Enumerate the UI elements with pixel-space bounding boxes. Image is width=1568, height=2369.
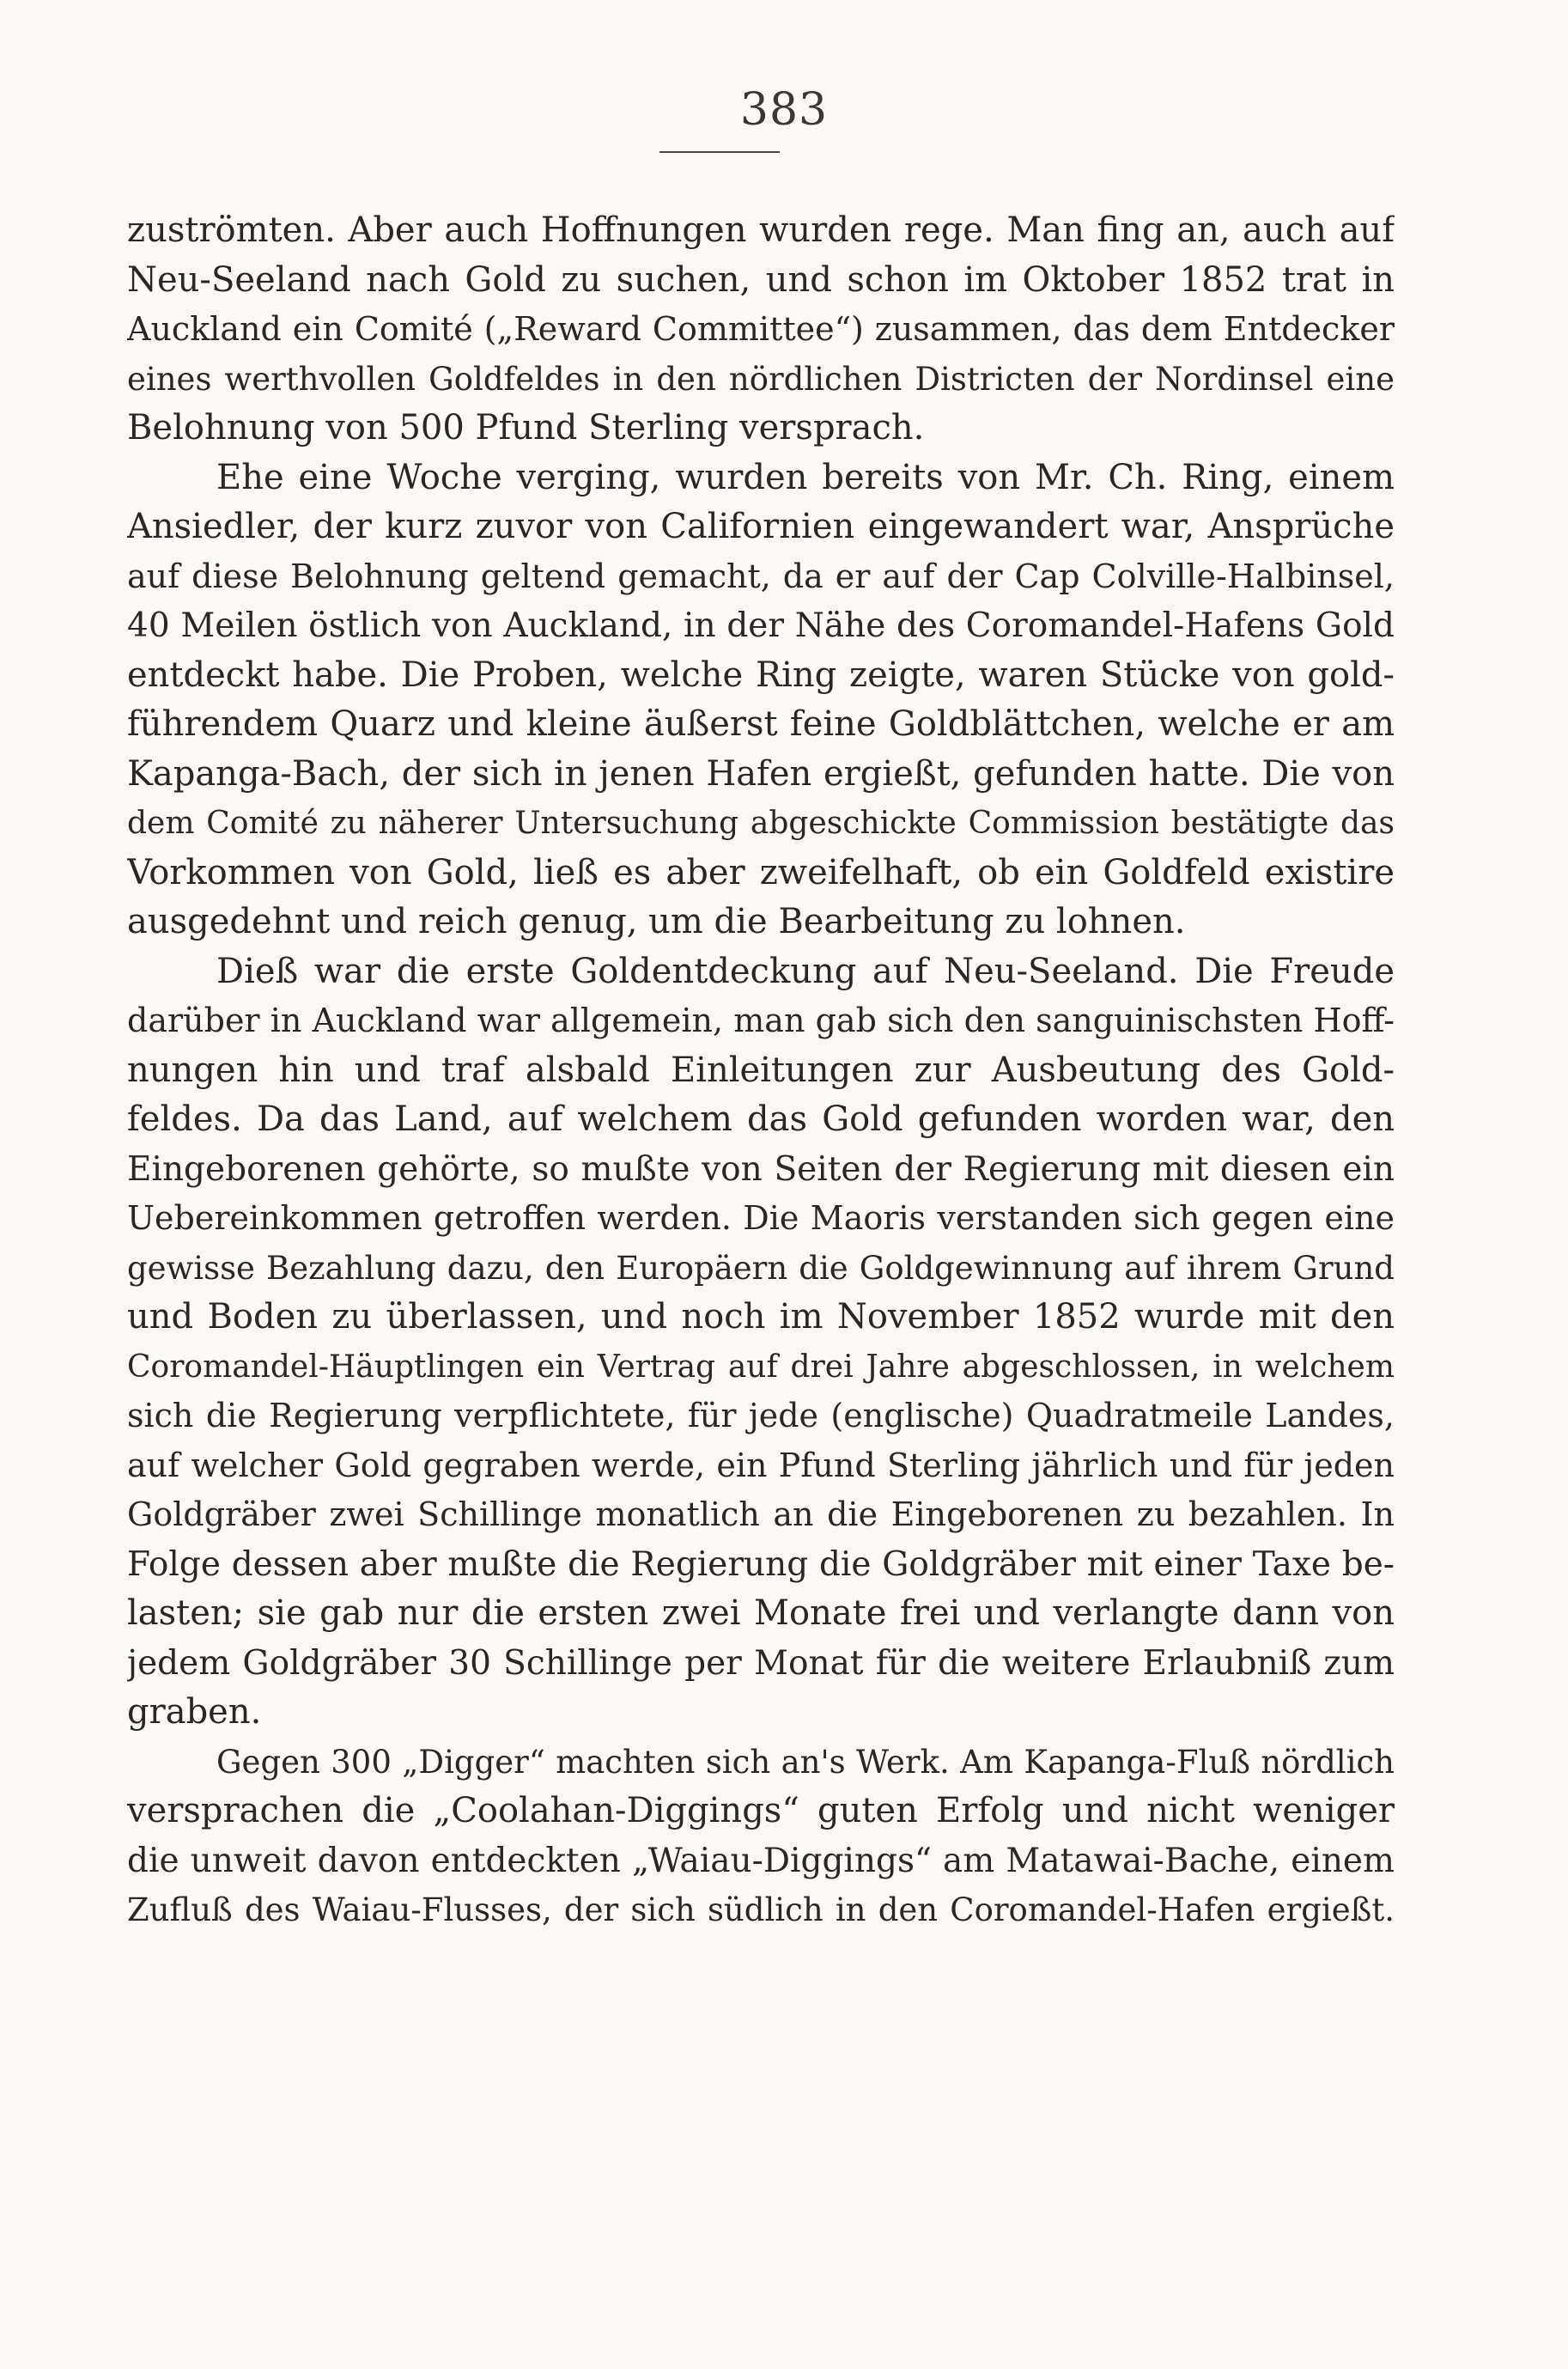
- page-number: 383: [739, 84, 829, 136]
- text-line: darüber in Auckland war allgemein, man gab sich den sanguinischsten Hoff-: [127, 1002, 1395, 1039]
- text-line: Ansiedler, der kurz zuvor von Californien eingewandert war, Ansprüche: [127, 507, 1395, 546]
- text-line: Auckland ein Comité („Reward Committee“) zusammen, das dem Entdecker: [127, 310, 1395, 348]
- text-line: die unweit davon entdeckten „Waiau-Diggings“ am Matawai-Bache, einem: [127, 1841, 1395, 1880]
- text-line: gewisse Bezahlung dazu, den Europäern die Goldgewinnung auf ihrem Grund: [127, 1249, 1395, 1287]
- text-line: Neu-Seeland nach Gold zu suchen, und schon im Oktober 1852 trat in: [127, 259, 1395, 300]
- text-line: Ehe eine Woche verging, wurden bereits von Mr. Ch. Ring, einem: [216, 457, 1395, 497]
- text-line: Folge dessen aber mußte die Regierung die Goldgräber mit einer Taxe be-: [127, 1544, 1395, 1584]
- text-line: entdeckt habe. Die Proben, welche Ring zeigte, waren Stücke von gold-: [127, 655, 1395, 695]
- text-line: ausgedehnt und reich genug, um die Bearbeitung zu lohnen.: [127, 902, 1186, 941]
- text-line: führendem Quarz und kleine äußerst feine Goldblättchen, welche er am: [127, 704, 1395, 744]
- text-line: auf diese Belohnung geltend gemacht, da er auf der Cap Colville-Halbinsel,: [127, 557, 1395, 595]
- text-line: Eingeborenen gehörte, so mußte von Seiten der Regierung mit diesen ein: [127, 1149, 1395, 1189]
- text-line: Dieß war die erste Goldentdeckung auf Neu-Seeland. Die Freude: [216, 951, 1395, 991]
- text-line: Uebereinkommen getroffen werden. Die Maoris verstanden sich gegen eine: [127, 1199, 1395, 1237]
- text-line: Kapanga-Bach, der sich in jenen Hafen ergießt, gefunden hatte. Die von: [127, 753, 1395, 794]
- text-line: Goldgräber zwei Schillinge monatlich an die Eingeborenen zu bezahlen. In: [127, 1495, 1395, 1533]
- text-line: zuströmten. Aber auch Hoffnungen wurden rege. Man fing an, auch auf: [127, 210, 1395, 250]
- text-line: eines werthvollen Goldfeldes in den nördlichen Districten der Nordinsel eine: [127, 360, 1395, 398]
- text-line: graben.: [127, 1692, 262, 1732]
- text-line: feldes. Da das Land, auf welchem das Gold gefunden worden war, den: [127, 1099, 1395, 1139]
- text-line: Belohnung von 500 Pfund Sterling versprach.: [127, 408, 925, 448]
- text-line: Vorkommen von Gold, ließ es aber zweifelhaft, ob ein Goldfeld existire: [127, 852, 1395, 892]
- text-line: Gegen 300 „Digger“ machten sich an's Werk. Am Kapanga-Fluß nördlich: [216, 1743, 1395, 1781]
- text-line: jedem Goldgräber 30 Schillinge per Monat für die weitere Erlaubniß zum: [127, 1643, 1395, 1683]
- text-line: sich die Regierung verpflichtete, für jede (englische) Quadratmeile Landes,: [127, 1397, 1395, 1434]
- page-number-rule: [659, 151, 780, 153]
- text-line: auf welcher Gold gegraben werde, ein Pfund Sterling jährlich und für jeden: [127, 1446, 1395, 1484]
- text-line: Coromandel-Häuptlingen ein Vertrag auf drei Jahre abgeschlossen, in welchem: [127, 1349, 1395, 1385]
- text-line: und Boden zu überlassen, und noch im November 1852 wurde mit den: [127, 1297, 1395, 1337]
- body-text: [127, 206, 1395, 1935]
- text-line: lasten; sie gab nur die ersten zwei Monate frei und verlangte dann von: [127, 1593, 1395, 1633]
- text-line: nungen hin und traf alsbald Einleitungen zur Ausbeutung des Gold-: [127, 1050, 1395, 1090]
- text-line: 40 Meilen östlich von Auckland, in der Nähe des Coromandel-Hafens Gold: [127, 606, 1395, 645]
- text-line: dem Comité zu näherer Untersuchung abgeschickte Commission bestätigte das: [127, 806, 1395, 841]
- text-line: Zufluß des Waiau-Flusses, der sich südlich in den Coromandel-Hafen ergießt.: [127, 1891, 1395, 1928]
- text-line: versprachen die „Coolahan-Diggings“ guten Erfolg und nicht weniger: [127, 1791, 1395, 1830]
